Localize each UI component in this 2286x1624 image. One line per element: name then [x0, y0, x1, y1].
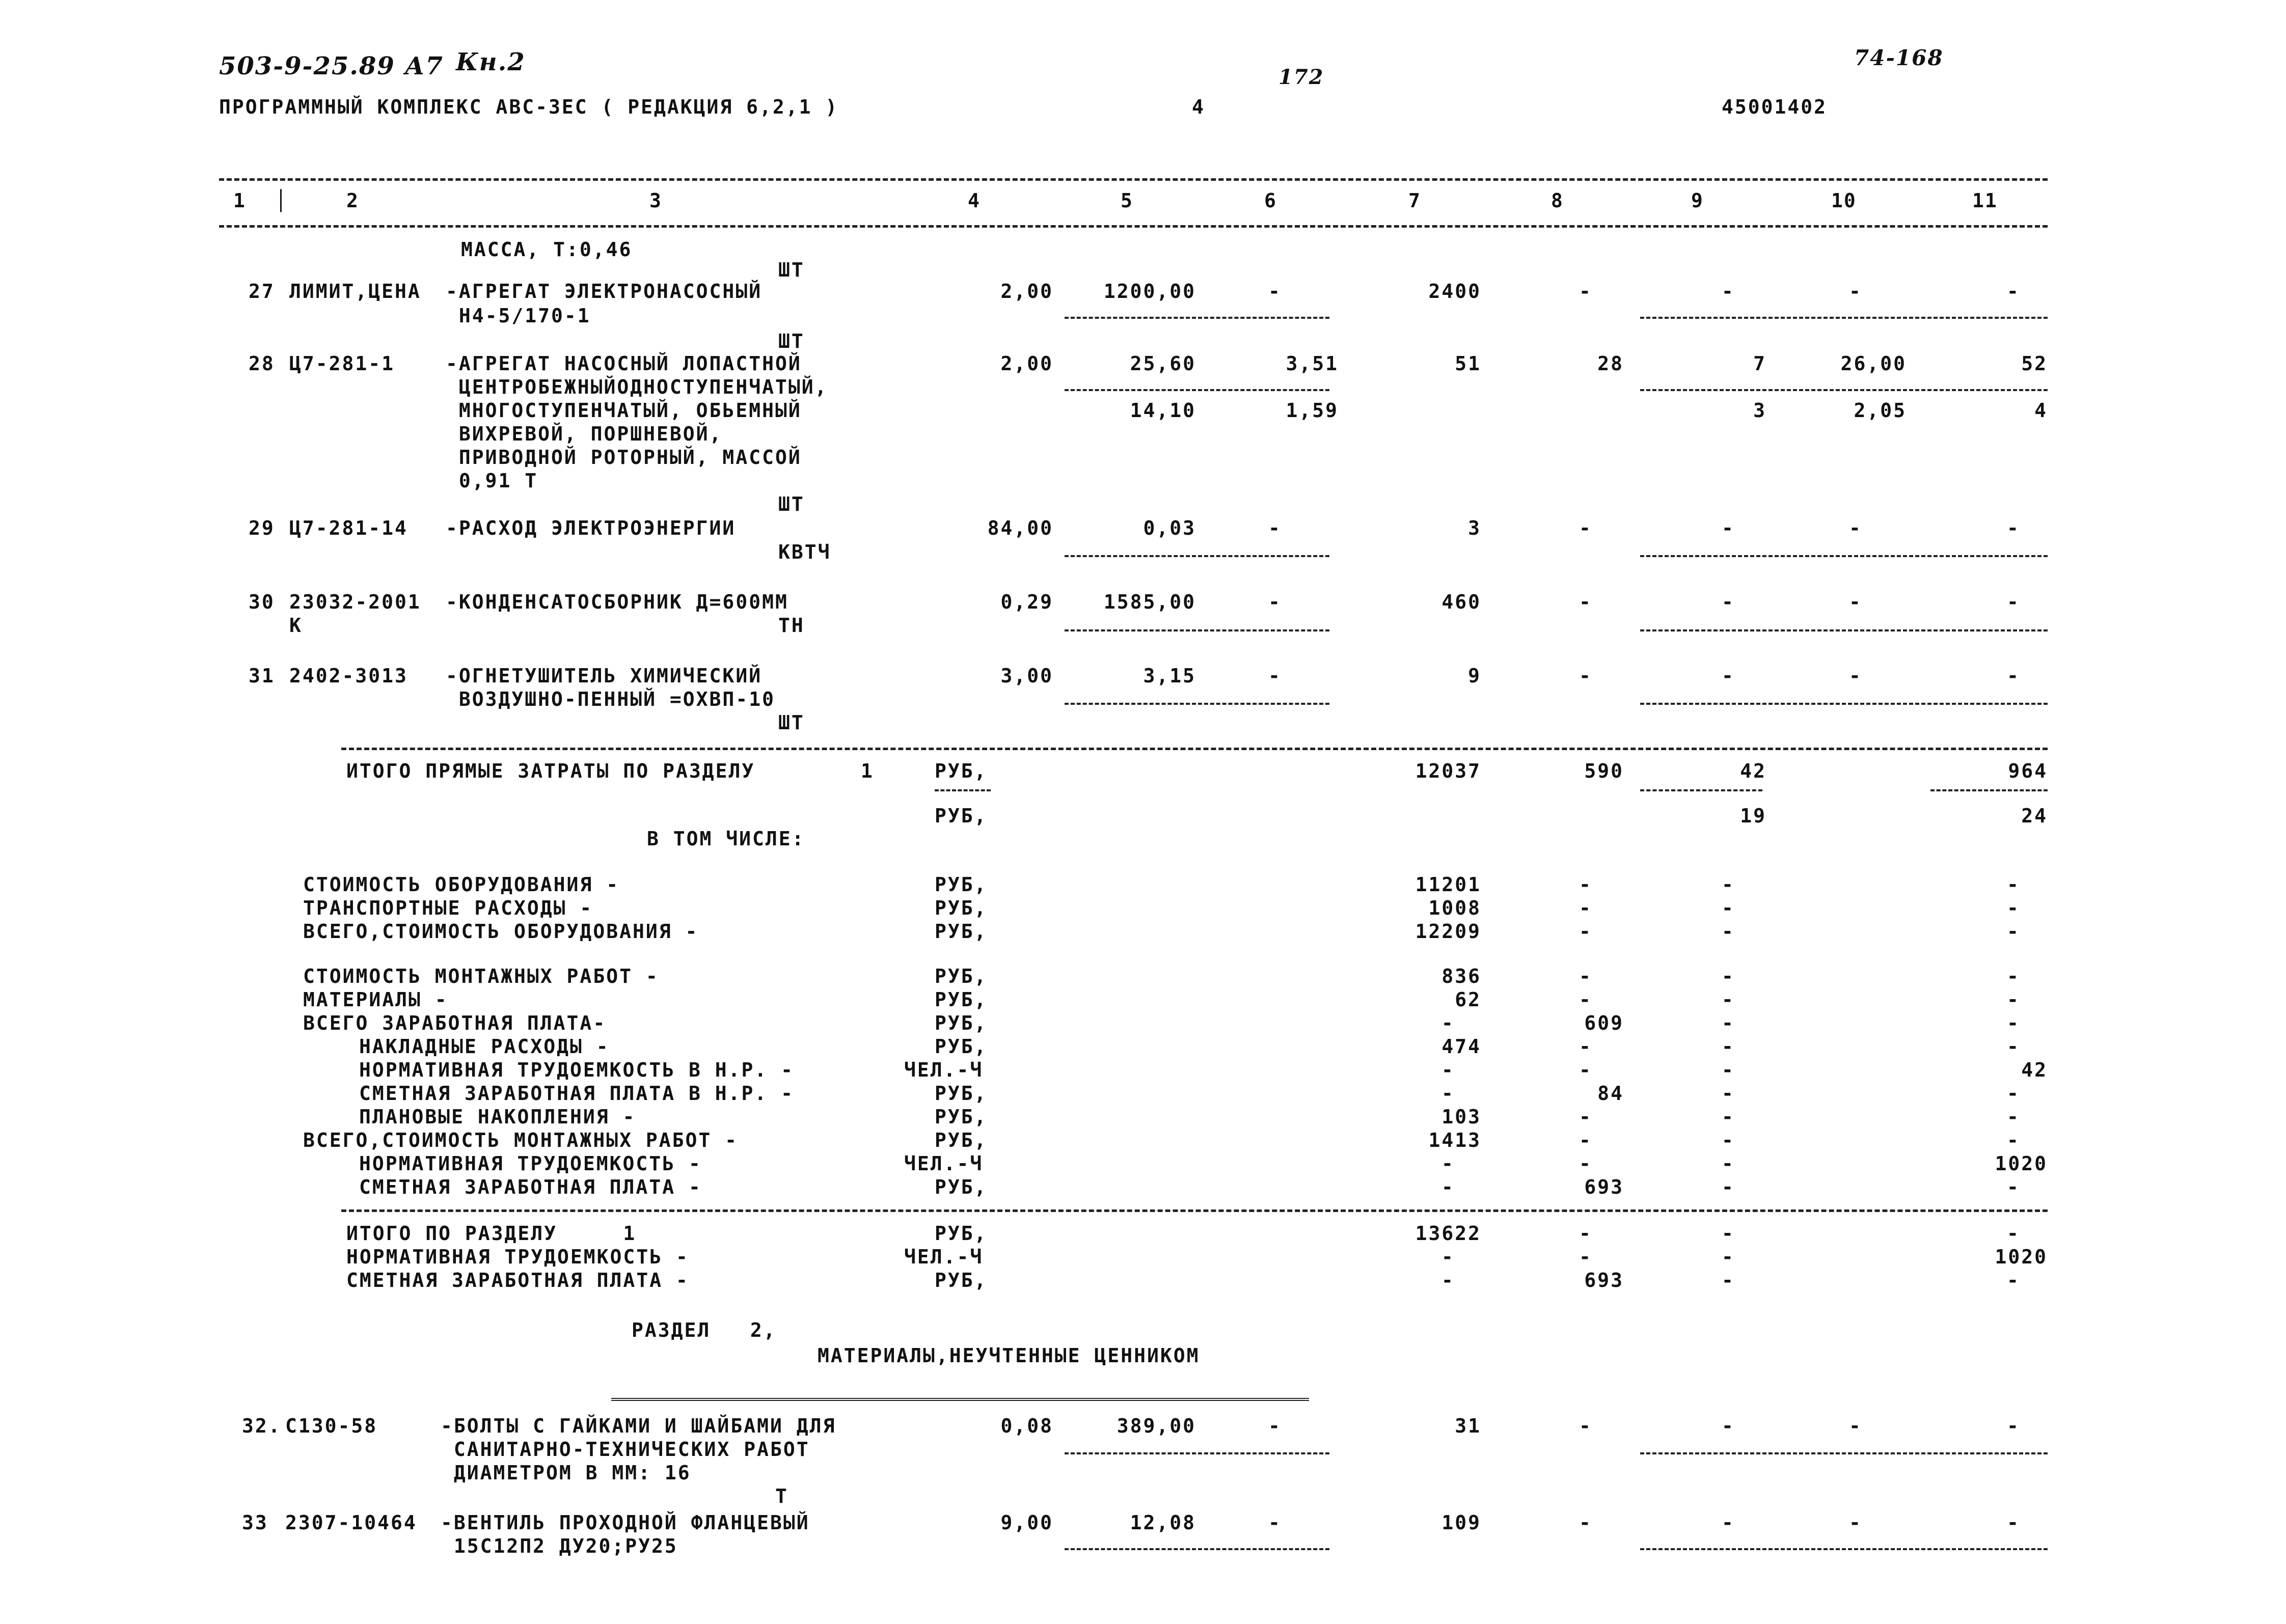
subline	[1640, 1452, 2048, 1454]
breakdown-label: ВСЕГО,СТОИМОСТЬ ОБОРУДОВАНИЯ -	[303, 920, 699, 943]
col6: -	[1268, 1511, 1282, 1534]
col7: 2400	[1428, 280, 1481, 302]
col11: 1020	[1995, 1152, 2048, 1175]
col7: 11201	[1415, 873, 1481, 896]
col9: -	[1722, 1129, 1735, 1151]
section2-rule	[611, 1398, 1309, 1403]
row-desc: ДИАМЕТРОМ В ММ: 16	[441, 1462, 691, 1484]
col11: -	[2007, 1511, 2020, 1534]
col8: 590	[1584, 760, 1624, 782]
subline	[1065, 317, 1329, 319]
col7: 31	[1455, 1415, 1481, 1437]
col8: -	[1579, 1152, 1592, 1175]
section-title: РАЗДЕЛ 2,	[632, 1319, 777, 1341]
col8: -	[1579, 280, 1592, 302]
reference-number: 74-168	[1854, 45, 1944, 70]
col8: -	[1579, 1222, 1592, 1245]
unit-label: РУБ,	[935, 805, 988, 827]
col9: 7	[1753, 352, 1766, 375]
unit-label: РУБ,	[935, 920, 988, 943]
unit-label: РУБ,	[935, 1269, 988, 1291]
price: 1200,00	[1103, 280, 1196, 302]
document-code: 503-9-25.89 А7	[219, 52, 444, 80]
price: 3,15	[1143, 665, 1196, 687]
col7: 1413	[1428, 1129, 1481, 1151]
section-subtitle: МАТЕРИАЛЫ,НЕУЧТЕННЫЕ ЦЕННИКОМ	[818, 1344, 1200, 1367]
col10: -	[1849, 665, 1862, 687]
row-code: Ц7-281-1	[289, 352, 395, 375]
breakdown-label: НОРМАТИВНАЯ ТРУДОЕМКОСТЬ В Н.Р. -	[359, 1059, 794, 1081]
subline	[1065, 1548, 1329, 1550]
unit-label: ЧЕЛ.-Ч	[904, 1152, 984, 1175]
row-desc: ВОЗДУШНО-ПЕННЫЙ =ОХВП-10	[446, 688, 775, 710]
col6-2: 1,59	[1286, 399, 1339, 422]
col9: -	[1722, 1222, 1735, 1245]
col9-2: 19	[1740, 805, 1766, 827]
col8: -	[1579, 1106, 1592, 1128]
row-code: Ц7-281-14	[289, 517, 408, 539]
col11-2: 24	[2021, 805, 2048, 827]
col-6: 6	[1264, 189, 1277, 212]
col-10: 10	[1831, 189, 1857, 212]
col7: 103	[1441, 1106, 1481, 1128]
subline	[1065, 1452, 1329, 1454]
col11: -	[2007, 1269, 2020, 1291]
row-code: 23032-2001	[289, 591, 421, 613]
col8: -	[1579, 517, 1592, 539]
breakdown-label: ПЛАНОВЫЕ НАКОПЛЕНИЯ -	[359, 1106, 636, 1128]
row-code: 2402-3013	[289, 665, 408, 687]
row-desc: -ОГНЕТУШИТЕЛЬ ХИМИЧЕСКИЙ	[446, 665, 763, 687]
row-desc: -АГРЕГАТ ЭЛЕКТРОНАСОСНЫЙ	[446, 280, 763, 302]
breakdown-label: СМЕТНАЯ ЗАРАБОТНАЯ ПЛАТА В Н.Р. -	[359, 1082, 794, 1105]
col11: -	[2007, 591, 2020, 613]
row-code: С130-58	[285, 1415, 378, 1437]
col11: -	[2007, 920, 2020, 943]
col7: 1008	[1428, 897, 1481, 919]
qty: 2,00	[1000, 352, 1053, 375]
col11: -	[2007, 1415, 2020, 1437]
row-code-2: К	[289, 614, 303, 637]
subline	[1640, 1548, 2048, 1550]
row-desc: -БОЛТЫ С ГАЙКАМИ И ШАЙБАМИ ДЛЯ	[441, 1415, 836, 1437]
col9: 42	[1740, 760, 1766, 782]
col10: -	[1849, 517, 1862, 539]
col11: -	[2007, 1106, 2020, 1128]
col8: 693	[1584, 1269, 1624, 1291]
row-code: ЛИМИТ,ЦЕНА	[289, 280, 421, 302]
col9: -	[1722, 873, 1735, 896]
row-number: 33	[242, 1511, 268, 1534]
col-9: 9	[1691, 189, 1704, 212]
col7: -	[1441, 1152, 1455, 1175]
col11: -	[2007, 873, 2020, 896]
col9: -	[1722, 1415, 1735, 1437]
col9: -	[1722, 517, 1735, 539]
col10: -	[1849, 1415, 1862, 1437]
col8: 28	[1597, 352, 1624, 375]
col-8: 8	[1551, 189, 1564, 212]
unit-label: РУБ,	[935, 965, 988, 987]
col7: -	[1441, 1246, 1455, 1268]
col10: 26,00	[1840, 352, 1907, 375]
col-7: 7	[1408, 189, 1421, 212]
price: 0,03	[1143, 517, 1196, 539]
col11: -	[2007, 965, 2020, 987]
col8: -	[1579, 988, 1592, 1011]
col7: 9	[1468, 665, 1481, 687]
unit-label: ШТ	[778, 493, 805, 515]
unit-label: ЧЕЛ.-Ч	[904, 1246, 984, 1268]
subline	[1640, 629, 2048, 631]
col6: -	[1268, 280, 1282, 302]
breakdown-label: МАТЕРИАЛЫ -	[303, 988, 448, 1011]
col-5: 5	[1121, 189, 1133, 212]
col6: -	[1268, 665, 1282, 687]
price: 389,00	[1117, 1415, 1196, 1437]
total-label: ИТОГО ПО РАЗДЕЛУ 1	[346, 1222, 637, 1245]
unit-label: РУБ,	[935, 988, 988, 1011]
subline	[1640, 317, 2048, 319]
unit-label: ТН	[778, 614, 805, 637]
col9: -	[1722, 1246, 1735, 1268]
col7: -	[1441, 1012, 1455, 1034]
col11: -	[2007, 1176, 2020, 1198]
subline	[1065, 703, 1329, 705]
col7: 13622	[1415, 1222, 1481, 1245]
subline	[1640, 789, 1762, 791]
col7: 836	[1441, 965, 1481, 987]
price: 1585,00	[1103, 591, 1196, 613]
row-number: 30	[249, 591, 275, 613]
col9-2: 3	[1753, 399, 1766, 422]
unit-label: РУБ,	[935, 1176, 988, 1198]
row-number: 28	[249, 352, 275, 375]
col8: 693	[1584, 1176, 1624, 1198]
col-2: 2	[346, 189, 359, 212]
col7: 51	[1455, 352, 1481, 375]
col9: -	[1722, 1012, 1735, 1034]
breakdown-label: СТОИМОСТЬ ОБОРУДОВАНИЯ -	[303, 873, 620, 896]
col9: -	[1722, 1035, 1735, 1058]
col8: -	[1579, 1511, 1592, 1534]
row-desc: -АГРЕГАТ НАСОСНЫЙ ЛОПАСТНОЙ	[446, 352, 802, 375]
qty: 2,00	[1000, 280, 1053, 302]
col8: -	[1579, 897, 1592, 919]
breakdown-label: СМЕТНАЯ ЗАРАБОТНАЯ ПЛАТА -	[359, 1176, 702, 1198]
unit-label: ШТ	[778, 259, 805, 281]
unit-label: РУБ,	[935, 1129, 988, 1151]
qty: 0,08	[1000, 1415, 1053, 1437]
col9: -	[1722, 897, 1735, 919]
col-4: 4	[968, 189, 981, 212]
unit-label: РУБ,	[935, 1012, 988, 1034]
subline	[1930, 789, 2048, 791]
col11: -	[2007, 897, 2020, 919]
header-bottom-rule	[219, 225, 2048, 228]
col11: -	[2007, 1222, 2020, 1245]
col11: -	[2007, 1012, 2020, 1034]
qty: 3,00	[1000, 665, 1053, 687]
col11: 1020	[1995, 1246, 2048, 1268]
subline	[1640, 555, 2048, 557]
col9: -	[1722, 665, 1735, 687]
unit-label: РУБ,	[935, 1106, 988, 1128]
col9: -	[1722, 965, 1735, 987]
price: 12,08	[1130, 1511, 1196, 1534]
col8: -	[1579, 873, 1592, 896]
col9: -	[1722, 1176, 1735, 1198]
col11-2: 4	[2034, 399, 2048, 422]
row-desc: ПРИВОДНОЙ РОТОРНЫЙ, МАССОЙ	[446, 446, 802, 469]
breakdown-label: НОРМАТИВНАЯ ТРУДОЕМКОСТЬ -	[359, 1152, 702, 1175]
unit-label: КВТЧ	[778, 541, 831, 563]
unit-label: РУБ,	[935, 760, 988, 782]
col8: -	[1579, 1129, 1592, 1151]
col7: -	[1441, 1082, 1455, 1105]
unit-label: РУБ,	[935, 897, 988, 919]
col9: -	[1722, 1082, 1735, 1105]
col11: 42	[2021, 1059, 2048, 1081]
col8: 609	[1584, 1012, 1624, 1034]
col6: 3,51	[1286, 352, 1339, 375]
unit-label: ШТ	[778, 330, 805, 352]
col11: -	[2007, 988, 2020, 1011]
col6: -	[1268, 1415, 1282, 1437]
col8: -	[1579, 1059, 1592, 1081]
col8: -	[1579, 665, 1592, 687]
unit-label: РУБ,	[935, 1082, 988, 1105]
col7: 3	[1468, 517, 1481, 539]
row-desc: -ВЕНТИЛЬ ПРОХОДНОЙ ФЛАНЦЕВЫЙ	[441, 1511, 810, 1534]
row-code: 2307-10464	[285, 1511, 417, 1534]
direct-costs-section: 1	[861, 760, 874, 782]
row-number: 32.	[242, 1415, 282, 1437]
total-label: НОРМАТИВНАЯ ТРУДОЕМКОСТЬ -	[346, 1246, 689, 1268]
row-desc: Н4-5/170-1	[446, 305, 591, 327]
row-number: 31	[249, 665, 275, 687]
subline	[1065, 555, 1329, 557]
col10: -	[1849, 1511, 1862, 1534]
col7: -	[1441, 1269, 1455, 1291]
qty: 9,00	[1000, 1511, 1053, 1534]
col9: -	[1722, 1106, 1735, 1128]
col11: -	[2007, 1129, 2020, 1151]
col8: -	[1579, 1035, 1592, 1058]
col11: 964	[2008, 760, 2048, 782]
col10-2: 2,05	[1854, 399, 1907, 422]
row-number: 27	[249, 280, 275, 302]
col-11: 11	[1972, 189, 1998, 212]
breakdown-label: НАКЛАДНЫЕ РАСХОДЫ -	[359, 1035, 610, 1058]
col9: -	[1722, 1511, 1735, 1534]
unit-label: РУБ,	[935, 873, 988, 896]
col9: -	[1722, 280, 1735, 302]
breakdown-label: СТОИМОСТЬ МОНТАЖНЫХ РАБОТ -	[303, 965, 659, 987]
price: 25,60	[1130, 352, 1196, 375]
col6: -	[1268, 591, 1282, 613]
section-rule	[341, 748, 2048, 750]
mass-line: МАССА, Т:0,46	[461, 238, 633, 261]
col-3: 3	[649, 189, 662, 212]
qty: 0,29	[1000, 591, 1053, 613]
col7: -	[1441, 1176, 1455, 1198]
col10: -	[1849, 591, 1862, 613]
col11: -	[2007, 1035, 2020, 1058]
col10: -	[1849, 280, 1862, 302]
col9: -	[1722, 591, 1735, 613]
unit-label: ЧЕЛ.-Ч	[904, 1059, 984, 1081]
col9: -	[1722, 988, 1735, 1011]
book-number: Кн.2	[456, 48, 526, 76]
col7: 12037	[1415, 760, 1481, 782]
col8: -	[1579, 591, 1592, 613]
col8: -	[1579, 965, 1592, 987]
col7: 460	[1441, 591, 1481, 613]
col11: -	[2007, 1082, 2020, 1105]
col9: -	[1722, 1152, 1735, 1175]
sheet-number: 172	[1278, 65, 1324, 89]
row-desc: ВИХРЕВОЙ, ПОРШНЕВОЙ,	[446, 423, 723, 445]
page-number: 4	[1192, 96, 1205, 118]
col7: 109	[1441, 1511, 1481, 1534]
total-label: СМЕТНАЯ ЗАРАБОТНАЯ ПЛАТА -	[346, 1269, 689, 1291]
header-top-rule	[219, 178, 2048, 181]
subline	[1065, 389, 1329, 391]
program-title: ПРОГРАММНЫЙ КОМПЛЕКС АВС-3ЕС ( РЕДАКЦИЯ 6,2,1 )	[219, 96, 839, 118]
col9: -	[1722, 1269, 1735, 1291]
col-separators: │	[275, 189, 287, 212]
col7: 62	[1455, 988, 1481, 1011]
col11: 52	[2021, 352, 2048, 375]
subline	[1065, 629, 1329, 631]
price-2: 14,10	[1130, 399, 1196, 422]
unit-label: ШТ	[778, 711, 805, 734]
col11: -	[2007, 517, 2020, 539]
row-desc: -РАСХОД ЭЛЕКТРОЭНЕРГИИ	[446, 517, 736, 539]
col8: -	[1579, 920, 1592, 943]
unit-label: Т	[775, 1485, 788, 1507]
breakdown-label: ВСЕГО ЗАРАБОТНАЯ ПЛАТА-	[303, 1012, 607, 1034]
including-label: В ТОМ ЧИСЛЕ:	[647, 828, 805, 850]
col8: -	[1579, 1415, 1592, 1437]
col8: -	[1579, 1246, 1592, 1268]
subline	[1640, 703, 2048, 705]
col11: -	[2007, 665, 2020, 687]
row-number: 29	[249, 517, 275, 539]
subline	[1640, 389, 2048, 391]
row-desc: САНИТАРНО-ТЕХНИЧЕСКИХ РАБОТ	[441, 1438, 810, 1461]
unit-label: РУБ,	[935, 1035, 988, 1058]
col7: 12209	[1415, 920, 1481, 943]
col11: -	[2007, 280, 2020, 302]
section-total-rule	[341, 1209, 2048, 1212]
col6: -	[1268, 517, 1282, 539]
row-desc: 15С12П2 ДУ20;РУ25	[441, 1535, 678, 1557]
col9: -	[1722, 920, 1735, 943]
breakdown-label: ВСЕГО,СТОИМОСТЬ МОНТАЖНЫХ РАБОТ -	[303, 1129, 738, 1151]
col7: 474	[1441, 1035, 1481, 1058]
col8: 84	[1597, 1082, 1624, 1105]
col-1: 1	[233, 189, 246, 212]
direct-costs-label: ИТОГО ПРЯМЫЕ ЗАТРАТЫ ПО РАЗДЕЛУ	[346, 760, 755, 782]
row-desc: МНОГОСТУПЕНЧАТЫЙ, ОБЬЕМНЫЙ	[446, 399, 802, 422]
col7: -	[1441, 1059, 1455, 1081]
col9: -	[1722, 1059, 1735, 1081]
breakdown-label: ТРАНСПОРТНЫЕ РАСХОДЫ -	[303, 897, 593, 919]
subline	[935, 789, 991, 791]
row-desc: ЦЕНТРОБЕЖНЫЙОДНОСТУПЕНЧАТЫЙ,	[446, 376, 828, 398]
row-desc: -КОНДЕНСАТОСБОРНИК Д=600ММ	[446, 591, 788, 613]
unit-label: РУБ,	[935, 1222, 988, 1245]
document-id: 45001402	[1722, 96, 1828, 118]
qty: 84,00	[987, 517, 1053, 539]
row-desc: 0,91 Т	[446, 470, 538, 492]
